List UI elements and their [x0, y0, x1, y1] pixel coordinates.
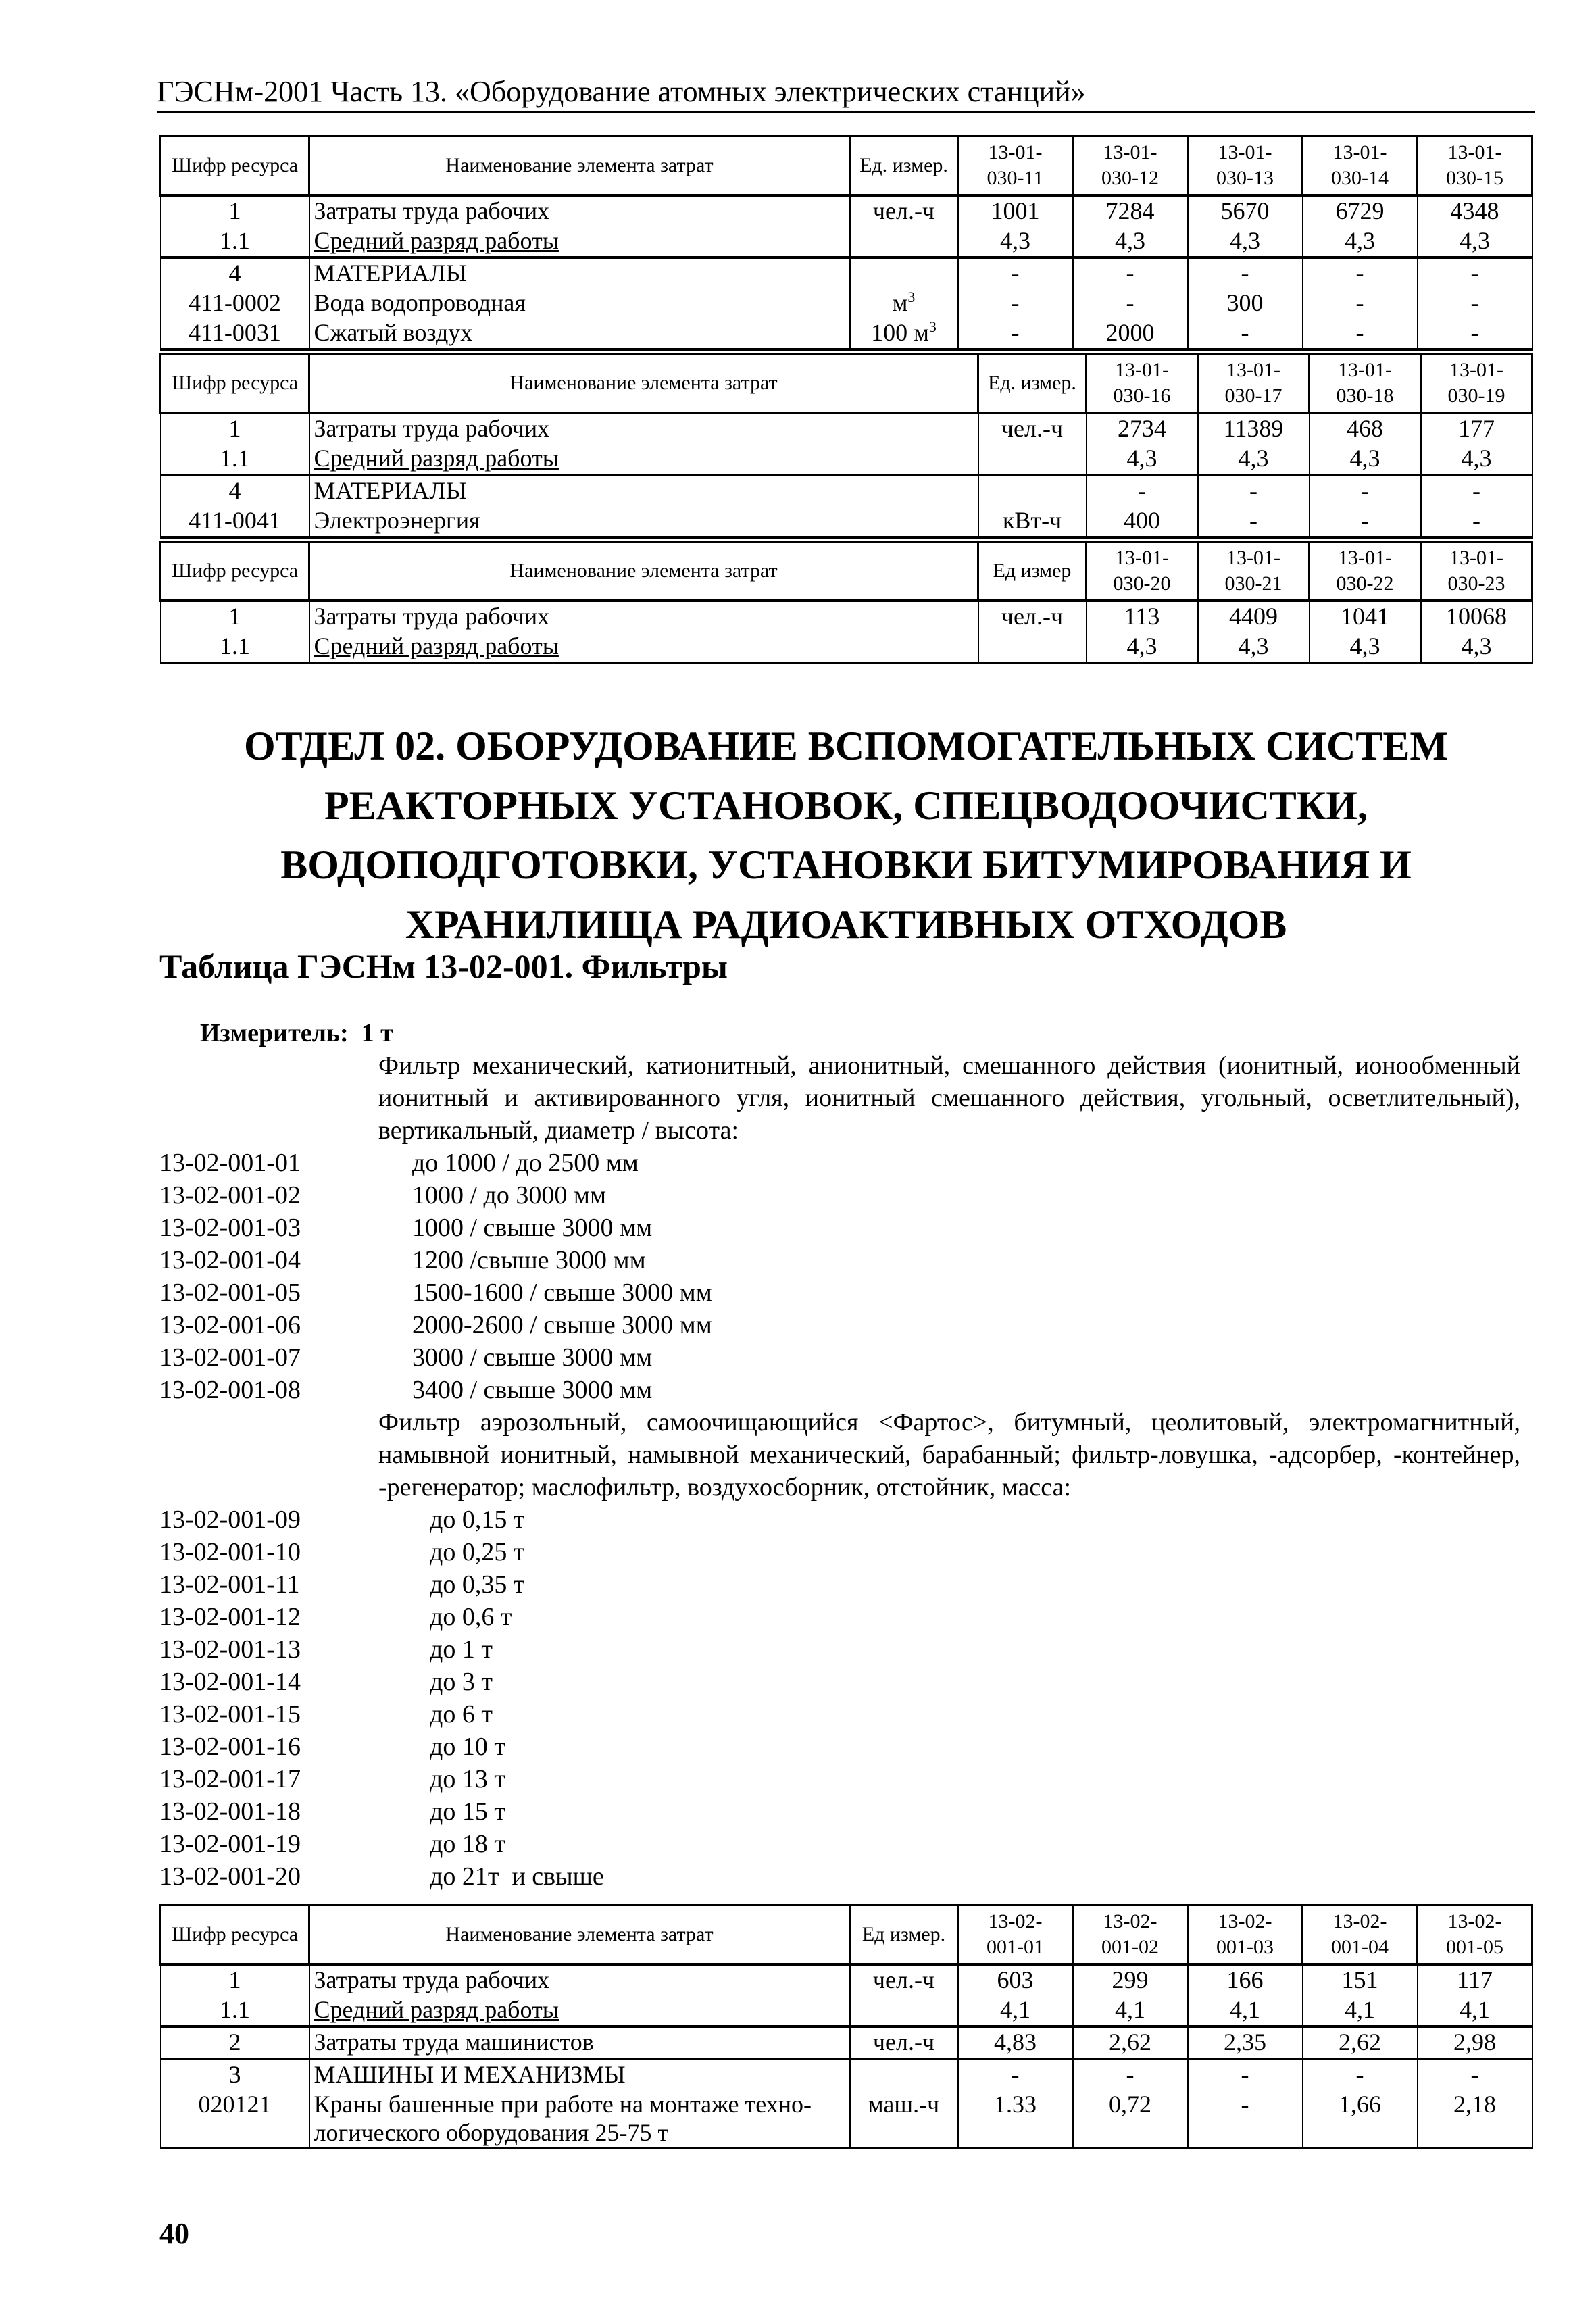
table-row: 1.1 Средний разряд работы 4,1 4,1 4,1 4,1 4,1 — [161, 1995, 1532, 2026]
header-name: Наименование элемента затрат — [309, 542, 978, 601]
header-col: 13-01- 030-17 — [1198, 354, 1310, 414]
list-item: 13-02-001-16 до 10 т — [159, 1733, 505, 1761]
table-row: 411-0041 Электроэнергия кВт-ч 400 - - - — [161, 506, 1532, 537]
list-item: 13-02-001-10 до 0,25 т — [159, 1538, 525, 1566]
list-item: 13-02-001-07 3000 / свыше 3000 мм — [159, 1343, 653, 1372]
list-item: 13-02-001-05 1500-1600 / свыше 3000 мм — [159, 1278, 712, 1307]
header-col: 13-01- 030-12 — [1073, 136, 1188, 196]
header-name: Наименование элемента затрат — [309, 354, 978, 414]
header-unit: Ед измер. — [850, 1906, 958, 1965]
header-col: 13-01- 030-11 — [958, 136, 1073, 196]
header-col: 13-01- 030-21 — [1198, 542, 1310, 601]
table-row: 1.1 Средний разряд работы 4,3 4,3 4,3 4,3 — [161, 632, 1532, 663]
group-2-description: Фильтр аэрозольный, самоочищающийся <Фартос>, битумный, цеолитовый, электромагнитный, намывной ионитный, намывной механический, барабанный; фильтр-ловушка, -адсорбер, -контейнер, -регенератор; маслофильтр, воздухосборник, отстойник, масса: — [378, 1408, 1520, 1501]
table-row: 411-0002 Вода водопроводная $м^3$ - - 300 - - — [161, 289, 1532, 318]
table-header-row — [161, 1906, 1532, 1965]
table-header-row — [161, 542, 1532, 601]
list-item: 13-02-001-04 1200 /свыше 3000 мм — [159, 1246, 646, 1274]
table-row: 1 Затраты труда рабочих чел.-ч 2734 11389 468 177 — [161, 413, 1532, 444]
list-item: 13-02-001-20 до 21т и свыше — [159, 1862, 604, 1891]
table-title: Таблица ГЭСНм 13-02-001. Фильтры — [159, 947, 728, 985]
header-code: Шифр ресурса — [161, 136, 309, 196]
header-col: 13-01- 030-18 — [1310, 354, 1421, 414]
header-col: 13-01- 030-20 — [1087, 542, 1198, 601]
table-row: 020121 Краны башенные при работе на монтаже техно- логического оборудования 25-75 т маш.-ч 1.33 0,72 - 1,66 2,18 — [161, 2090, 1532, 2148]
list-item: 13-02-001-06 2000-2600 / свыше 3000 мм — [159, 1311, 712, 1339]
list-item: 13-02-001-14 до 3 т — [159, 1668, 493, 1696]
resource-table-4 — [159, 1904, 1533, 2149]
table-row: 1 Затраты труда рабочих чел.-ч 113 4409 1041 10068 — [161, 601, 1532, 632]
header-unit: Ед. измер. — [850, 136, 958, 196]
table-row: 1.1 Средний разряд работы 4,3 4,3 4,3 4,3 4,3 — [161, 226, 1532, 257]
list-item: 13-02-001-03 1000 / свыше 3000 мм — [159, 1214, 653, 1242]
list-item: 13-02-001-19 до 18 т — [159, 1830, 505, 1858]
list-item: 13-02-001-15 до 6 т — [159, 1700, 493, 1728]
header-col: 13-02- 001-03 — [1188, 1906, 1303, 1965]
measure-unit: Измеритель: 1 т — [200, 1019, 393, 1047]
header-col: 13-01- 030-23 — [1421, 542, 1532, 601]
resource-table-1 — [159, 135, 1533, 351]
table-row: 1 Затраты труда рабочих чел.-ч 603 299 166 151 117 — [161, 1964, 1532, 1995]
list-item: 13-02-001-13 до 1 т — [159, 1635, 493, 1664]
header-col: 13-02- 001-02 — [1073, 1906, 1188, 1965]
list-item: 13-02-001-02 1000 / до 3000 мм — [159, 1181, 606, 1210]
resource-table-3 — [159, 541, 1533, 664]
header-name: Наименование элемента затрат — [309, 136, 850, 196]
table-row: 1 Затраты труда рабочих чел.-ч 1001 7284 5670 6729 4348 — [161, 195, 1532, 226]
header-code: Шифр ресурса — [161, 1906, 309, 1965]
list-item: 13-02-001-12 до 0,6 т — [159, 1603, 512, 1631]
header-unit: Ед измер — [978, 542, 1087, 601]
header-col: 13-01- 030-13 — [1188, 136, 1303, 196]
group-1-description: Фильтр механический, катионитный, анионитный, смешанного действия (ионитный, ионообменный ионитный и активированного угля, ионитный смешанного действия, угольный, осветлительный), вертикальный, диаметр / высота: — [378, 1051, 1520, 1145]
table-row: 3 МАШИНЫ И МЕХАНИЗМЫ - - - - - — [161, 2059, 1532, 2090]
table-header-row — [161, 354, 1532, 414]
list-item: 13-02-001-01 до 1000 / до 2500 мм — [159, 1149, 639, 1177]
header-col: 13-02- 001-04 — [1303, 1906, 1418, 1965]
table-row: 4 МАТЕРИАЛЫ - - - - — [161, 475, 1532, 506]
page-number: 40 — [159, 2217, 189, 2250]
header-rule — [157, 111, 1535, 113]
header-col: 13-01- 030-19 — [1421, 354, 1532, 414]
list-item: 13-02-001-09 до 0,15 т — [159, 1505, 525, 1534]
list-item: 13-02-001-17 до 13 т — [159, 1765, 505, 1793]
header-code: Шифр ресурса — [161, 354, 309, 414]
list-item: 13-02-001-18 до 15 т — [159, 1797, 505, 1826]
table-row: 4 МАТЕРИАЛЫ - - - - - — [161, 257, 1532, 289]
table-row: 411-0031 Сжатый воздух 100 $м^3$ - 2000 - - - — [161, 318, 1532, 349]
header-name: Наименование элемента затрат — [309, 1906, 850, 1965]
table-row: 2 Затраты труда машинистов чел.-ч 4,83 2,62 2,35 2,62 2,98 — [161, 2026, 1532, 2059]
header-col: 13-01- 030-15 — [1418, 136, 1532, 196]
list-item: 13-02-001-08 3400 / свыше 3000 мм — [159, 1376, 653, 1404]
table-row: 1.1 Средний разряд работы 4,3 4,3 4,3 4,3 — [161, 444, 1532, 475]
page-header: ГЭСНм-2001 Часть 13. «Оборудование атомных электрических станций» — [157, 75, 1086, 108]
header-col: 13-01- 030-16 — [1087, 354, 1198, 414]
header-unit: Ед. измер. — [978, 354, 1087, 414]
header-col: 13-01- 030-22 — [1310, 542, 1421, 601]
resource-table-2 — [159, 353, 1533, 539]
list-item: 13-02-001-11 до 0,35 т — [159, 1570, 525, 1599]
header-code: Шифр ресурса — [161, 542, 309, 601]
header-col: 13-02- 001-01 — [958, 1906, 1073, 1965]
header-col: 13-01- 030-14 — [1303, 136, 1418, 196]
table-header-row — [161, 136, 1532, 196]
header-col: 13-02- 001-05 — [1418, 1906, 1532, 1965]
section-title: ОТДЕЛ 02. ОБОРУДОВАНИЕ ВСПОМОГАТЕЛЬНЫХ СИСТЕМ РЕАКТОРНЫХ УСТАНОВОК, СПЕЦВОДООЧИСТКИ, ВОДОПОДГОТОВКИ, УСТАНОВКИ БИТУМИРОВАНИЯ И ХРАНИЛИЩА РАДИОАКТИВНЫХ ОТХОДОВ — [244, 724, 1448, 947]
